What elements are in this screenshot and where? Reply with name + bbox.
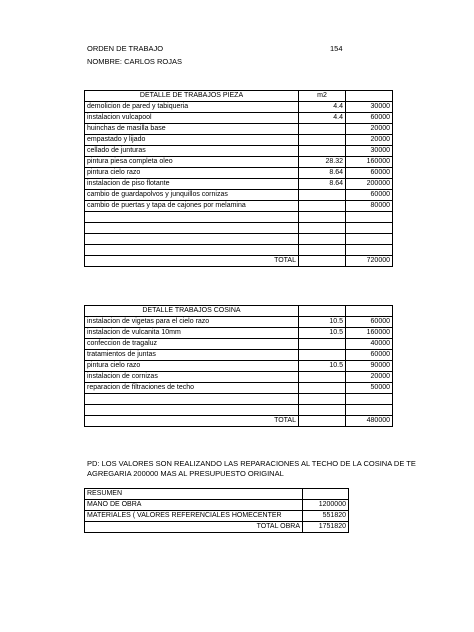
pieza-heading: DETALLE DE TRABAJOS PIEZA <box>85 91 299 102</box>
pieza-cell-amount: 20000 <box>346 135 393 146</box>
cosina-cell-amount <box>346 394 393 405</box>
pieza-cell-m2 <box>299 212 346 223</box>
pieza-cell-m2: 4.4 <box>299 102 346 113</box>
pieza-row <box>85 124 393 135</box>
cosina-cell-desc: instalacion de cornizas <box>85 372 299 383</box>
cosina-cell-m2 <box>299 339 346 350</box>
cosina-cell-desc: reparacion de filtraciones de techo <box>85 383 299 394</box>
cosina-cell-m2 <box>299 350 346 361</box>
pieza-cell-amount: 60000 <box>346 168 393 179</box>
pieza-cell-desc <box>85 223 299 234</box>
pieza-cell-desc: cellado de junturas <box>85 146 299 157</box>
resumen-materiales-label: MATERIALES ( VALORES REFERENCIALES HOMECENTER <box>85 511 303 522</box>
cosina-total-value: 480000 <box>346 416 393 427</box>
resumen-heading: RESUMEN <box>85 489 303 500</box>
cosina-header-row <box>85 306 393 317</box>
cosina-cell-amount: 60000 <box>346 350 393 361</box>
cosina-cell-m2: 10.5 <box>299 361 346 372</box>
cosina-col-m2 <box>299 306 346 317</box>
cosina-row <box>85 394 393 405</box>
pieza-cell-amount: 60000 <box>346 190 393 201</box>
pieza-cell-m2 <box>299 234 346 245</box>
pieza-cell-amount: 60000 <box>346 113 393 124</box>
pieza-cell-m2: 4.4 <box>299 113 346 124</box>
pieza-row <box>85 234 393 245</box>
pieza-total-row <box>85 256 393 267</box>
pieza-cell-desc: demolicion de pared y tabiqueria <box>85 102 299 113</box>
pieza-cell-amount <box>346 234 393 245</box>
resumen-table <box>84 488 349 533</box>
resumen-materiales-value: 551820 <box>303 511 349 522</box>
pieza-row <box>85 190 393 201</box>
pieza-row <box>85 157 393 168</box>
pieza-cell-desc: instalacion vulcapool <box>85 113 299 124</box>
pieza-header-row <box>85 91 393 102</box>
cosina-cell-m2 <box>299 394 346 405</box>
cosina-heading: DETALLE TRABAJOS COSINA <box>85 306 299 317</box>
cosina-row <box>85 328 393 339</box>
resumen-row-total <box>85 522 349 533</box>
pieza-cell-amount: 30000 <box>346 146 393 157</box>
pieza-row <box>85 146 393 157</box>
resumen-mano-label: MANO DE OBRA <box>85 500 303 511</box>
pieza-row <box>85 223 393 234</box>
pieza-col-amount <box>346 91 393 102</box>
pieza-cell-m2 <box>299 223 346 234</box>
cosina-cell-amount <box>346 405 393 416</box>
pieza-cell-amount: 80000 <box>346 201 393 212</box>
pieza-cell-amount: 200000 <box>346 179 393 190</box>
order-number: 154 <box>330 44 343 53</box>
cosina-cell-desc: pintura cielo razo <box>85 361 299 372</box>
pieza-cell-amount <box>346 212 393 223</box>
pieza-cell-desc <box>85 212 299 223</box>
pieza-total-value: 720000 <box>346 256 393 267</box>
cosina-row <box>85 339 393 350</box>
pieza-cell-desc: cambio de puertas y tapa de cajones por melamina <box>85 201 299 212</box>
cosina-total-label: TOTAL <box>85 416 299 427</box>
pieza-cell-desc: pintura piesa completa oleo <box>85 157 299 168</box>
cosina-cell-desc <box>85 405 299 416</box>
pieza-cell-m2 <box>299 201 346 212</box>
resumen-total-label: TOTAL OBRA <box>85 522 303 533</box>
pieza-cell-m2: 28.32 <box>299 157 346 168</box>
cosina-cell-desc: instalacion de vigetas para el cielo razo <box>85 317 299 328</box>
pieza-row <box>85 201 393 212</box>
pieza-row <box>85 168 393 179</box>
cosina-cell-desc: tratamientos de juntas <box>85 350 299 361</box>
pieza-cell-desc: huinchas de masilla base <box>85 124 299 135</box>
resumen-total-value: 1751820 <box>303 522 349 533</box>
cosina-cell-amount: 90000 <box>346 361 393 372</box>
pieza-total-label: TOTAL <box>85 256 299 267</box>
note-line-2: AGREGARIA 200000 MAS AL PRESUPUESTO ORIGINAL <box>87 469 284 478</box>
pieza-cell-desc: instalacion de piso flotante <box>85 179 299 190</box>
cosina-cell-amount: 50000 <box>346 383 393 394</box>
pieza-cell-amount: 30000 <box>346 102 393 113</box>
cosina-cell-m2 <box>299 372 346 383</box>
pieza-cell-m2: 8.64 <box>299 179 346 190</box>
pieza-cell-m2 <box>299 124 346 135</box>
cosina-cell-desc <box>85 394 299 405</box>
pieza-col-m2: m2 <box>299 91 346 102</box>
cosina-cell-desc: instalacion de vulcanita 10mm <box>85 328 299 339</box>
cosina-cell-amount: 160000 <box>346 328 393 339</box>
pieza-cell-m2 <box>299 135 346 146</box>
cosina-cell-m2: 10.5 <box>299 328 346 339</box>
resumen-header-row <box>85 489 349 500</box>
pieza-row <box>85 179 393 190</box>
cosina-col-amount <box>346 306 393 317</box>
note-line-1: PD: LOS VALORES SON REALIZANDO LAS REPARACIONES AL TECHO DE LA COSINA DE TE <box>87 459 416 468</box>
pieza-cell-desc <box>85 234 299 245</box>
pieza-cell-desc <box>85 245 299 256</box>
cosina-table <box>84 305 393 427</box>
resumen-row-materiales <box>85 511 349 522</box>
cosina-cell-desc: confeccion de tragaluz <box>85 339 299 350</box>
pieza-cell-amount <box>346 245 393 256</box>
pieza-cell-m2 <box>299 245 346 256</box>
cosina-cell-amount: 60000 <box>346 317 393 328</box>
pieza-cell-m2: 8.64 <box>299 168 346 179</box>
pieza-row <box>85 102 393 113</box>
pieza-table <box>84 90 393 267</box>
pieza-cell-amount: 20000 <box>346 124 393 135</box>
cosina-row <box>85 372 393 383</box>
pieza-cell-desc: cambio de guardapolvos y junquillos cornizas <box>85 190 299 201</box>
cosina-row <box>85 317 393 328</box>
pieza-cell-desc: pintura cielo razo <box>85 168 299 179</box>
cosina-cell-m2 <box>299 405 346 416</box>
pieza-row <box>85 135 393 146</box>
cosina-row <box>85 405 393 416</box>
cosina-cell-amount: 20000 <box>346 372 393 383</box>
order-title: ORDEN DE TRABAJO <box>87 44 164 53</box>
cosina-row <box>85 383 393 394</box>
pieza-row <box>85 113 393 124</box>
pieza-cell-m2 <box>299 190 346 201</box>
cosina-cell-m2: 10.5 <box>299 317 346 328</box>
pieza-row <box>85 245 393 256</box>
cosina-cell-amount: 40000 <box>346 339 393 350</box>
pieza-cell-desc: empastado y lijado <box>85 135 299 146</box>
pieza-row <box>85 212 393 223</box>
resumen-row-mano <box>85 500 349 511</box>
cosina-row <box>85 361 393 372</box>
cosina-row <box>85 350 393 361</box>
cosina-cell-m2 <box>299 383 346 394</box>
client-name: NOMBRE: CARLOS ROJAS <box>87 57 183 66</box>
resumen-mano-value: 1200000 <box>303 500 349 511</box>
pieza-cell-amount <box>346 223 393 234</box>
pieza-cell-amount: 160000 <box>346 157 393 168</box>
cosina-total-row <box>85 416 393 427</box>
pieza-cell-m2 <box>299 146 346 157</box>
